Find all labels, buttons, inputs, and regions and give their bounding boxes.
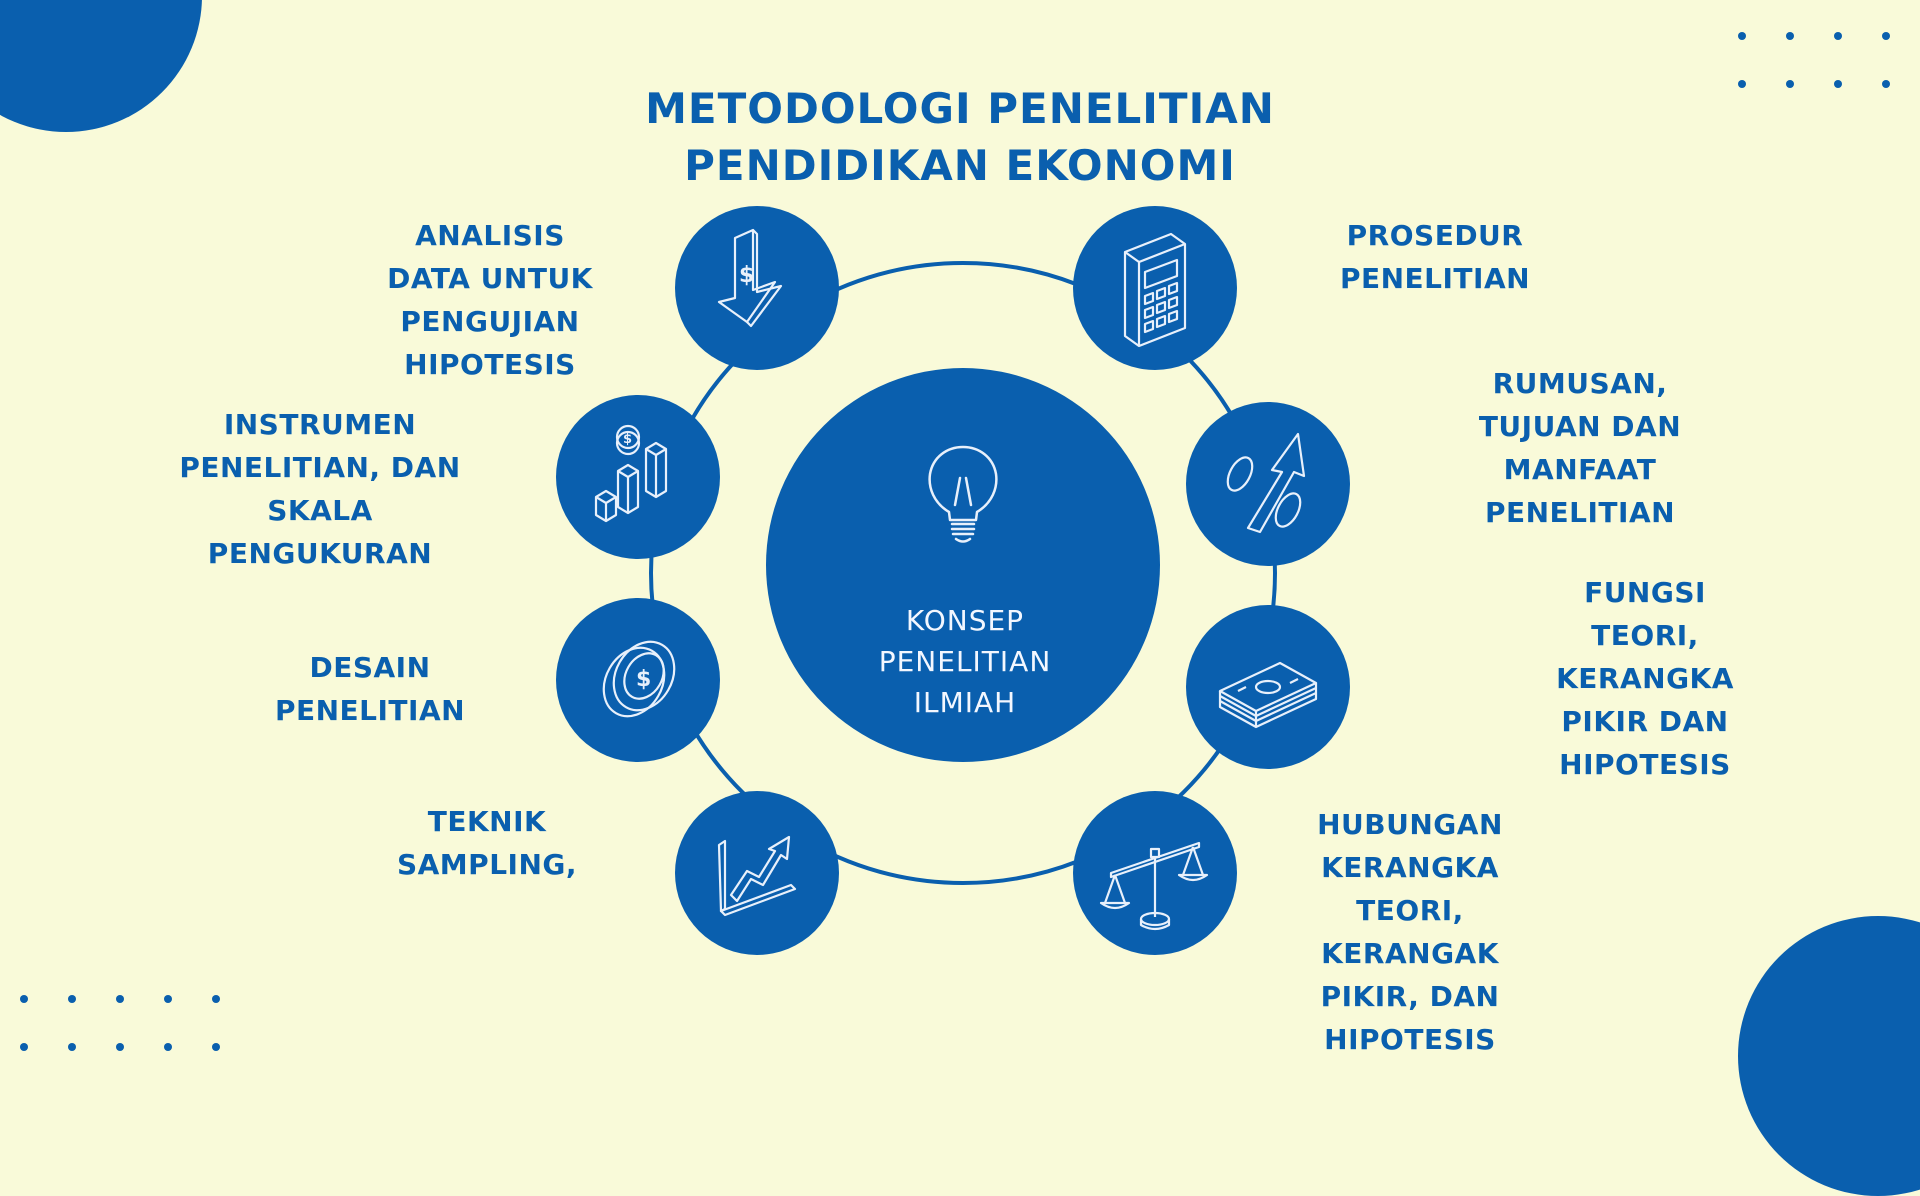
label-fungsi-line: TEORI, bbox=[1591, 619, 1699, 652]
center-label bbox=[775, 600, 1155, 723]
label-rumusan-line: PENELITIAN bbox=[1484, 496, 1676, 529]
label-instrumen-line: PENGUKURAN bbox=[207, 537, 433, 570]
label-fungsi-line: KERANGKA bbox=[1556, 662, 1734, 695]
label-fungsi-line: HIPOTESIS bbox=[1559, 748, 1731, 781]
node-hubungan bbox=[1073, 791, 1237, 955]
label-fungsi-line: FUNGSI bbox=[1584, 576, 1706, 609]
node-prosedur bbox=[1073, 206, 1237, 370]
label-fungsi-line: PIKIR DAN bbox=[1561, 705, 1729, 738]
svg-text:$: $ bbox=[636, 667, 652, 692]
center-label-line-1: KONSEP bbox=[905, 604, 1025, 637]
label-desain-line: PENELITIAN bbox=[274, 694, 466, 727]
node-desain bbox=[556, 598, 720, 762]
label-rumusan bbox=[1430, 362, 1730, 534]
label-prosedur-line: PENELITIAN bbox=[1339, 262, 1531, 295]
label-hubungan-line: KERANGKA bbox=[1321, 851, 1499, 884]
label-fungsi bbox=[1530, 571, 1760, 786]
label-hubungan-line: HUBUNGAN bbox=[1317, 808, 1503, 841]
label-analisis bbox=[340, 214, 640, 386]
svg-text:$: $ bbox=[623, 432, 633, 447]
label-rumusan-line: RUMUSAN, bbox=[1492, 367, 1668, 400]
label-rumusan-line: TUJUAN DAN bbox=[1478, 410, 1682, 443]
label-instrumen bbox=[170, 403, 470, 575]
label-hubungan-line: KERANGAK bbox=[1321, 937, 1499, 970]
label-analisis-line: HIPOTESIS bbox=[404, 348, 576, 381]
label-analisis-line: ANALISIS bbox=[415, 219, 565, 252]
label-rumusan-line: MANFAAT bbox=[1503, 453, 1657, 486]
label-teknik-line: TEKNIK bbox=[427, 805, 547, 838]
label-analisis-line: PENGUJIAN bbox=[400, 305, 580, 338]
node-rumusan bbox=[1186, 402, 1350, 566]
label-hubungan-line: PIKIR, DAN bbox=[1320, 980, 1500, 1013]
center-label-line-2: PENELITIAN bbox=[878, 645, 1052, 678]
label-prosedur-line: PROSEDUR bbox=[1346, 219, 1524, 252]
node-instrumen bbox=[556, 395, 720, 559]
center-label-line-3: ILMIAH bbox=[913, 686, 1017, 719]
label-hubungan-line: TEORI, bbox=[1356, 894, 1464, 927]
label-desain-line: DESAIN bbox=[309, 651, 431, 684]
title-line-2: PENDIDIKAN EKONOMI bbox=[684, 141, 1236, 190]
label-teknik bbox=[377, 800, 597, 886]
svg-text:$: $ bbox=[739, 263, 755, 288]
label-desain bbox=[250, 646, 490, 732]
label-analisis-line: DATA UNTUK bbox=[387, 262, 593, 295]
label-instrumen-line: PENELITIAN, DAN bbox=[179, 451, 461, 484]
label-hubungan-line: HIPOTESIS bbox=[1324, 1023, 1496, 1056]
label-hubungan bbox=[1290, 803, 1530, 1061]
node-fungsi bbox=[1186, 605, 1350, 769]
label-instrumen-line: INSTRUMEN bbox=[223, 408, 417, 441]
label-instrumen-line: SKALA bbox=[267, 494, 373, 527]
title-line-1: METODOLOGI PENELITIAN bbox=[645, 84, 1275, 133]
label-teknik-line: SAMPLING, bbox=[396, 848, 578, 881]
node-teknik bbox=[675, 791, 839, 955]
node-analisis bbox=[675, 206, 839, 370]
label-prosedur bbox=[1290, 214, 1580, 300]
